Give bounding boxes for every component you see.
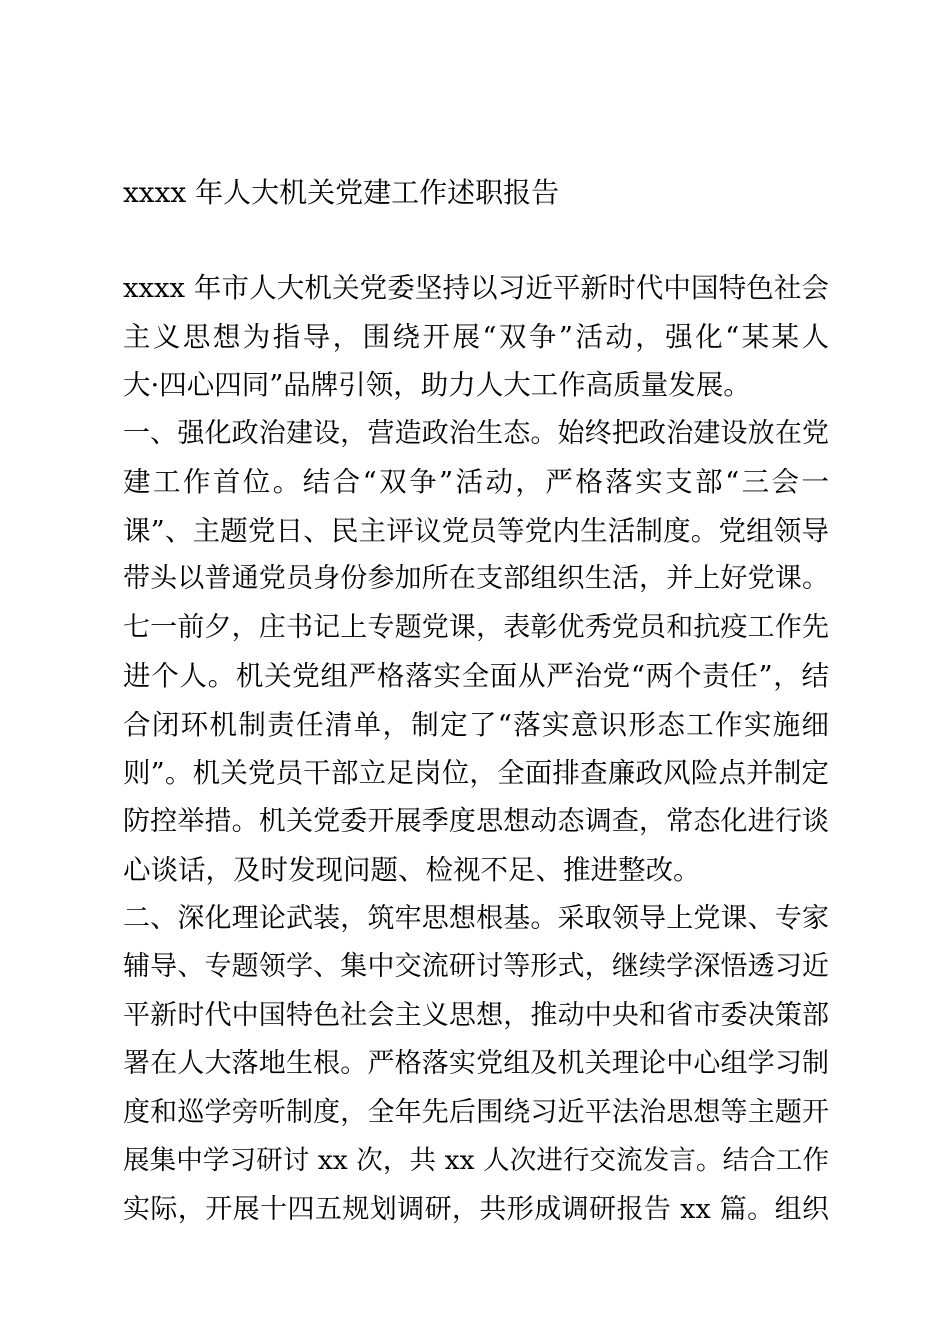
body-line: 大·四心四同”品牌引领，助力人大工作高质量发展。 [123,369,751,401]
body-line: 展集中学习研讨 xx 次，共 xx 人次进行交流发言。结合工作 [123,1145,829,1176]
body-line: 则”。机关党员干部立足岗位，全面排查廉政风险点并制定 [123,757,829,789]
body-line: 一、强化政治建设，营造政治生态。始终把政治建设放在党 [123,417,829,449]
body-line: 进个人。机关党组严格落实全面从严治党“两个责任”，结 [123,660,829,692]
body-line: 实际，开展十四五规划调研，共形成调研报告 xx 篇。组织 [123,1193,829,1225]
body-line: 二、深化理论武装，筑牢思想根基。采取领导上党课、专家 [123,902,829,934]
body-line: 署在人大落地生根。严格落实党组及机关理论中心组学习制 [123,1048,829,1079]
body-line: 带头以普通党员身份参加所在支部组织生活，并上好党课。 [123,563,829,594]
body-line: 心谈话，及时发现问题、检视不足、推进整改。 [123,854,701,886]
body-line: 防控举措。机关党委开展季度思想动态调查，常态化进行谈 [123,805,829,837]
document-title: xxxx 年人大机关党建工作述职报告 [123,176,560,209]
body-line: 度和巡学旁听制度，全年先后围绕习近平法治思想等主题开 [123,1096,829,1128]
body-line: 辅导、专题领学、集中交流研讨等形式，继续学深悟透习近 [123,951,829,982]
body-line: 课”、主题党日、民主评议党员等党内生活制度。党组领导 [123,514,829,547]
document-body [123,264,829,1234]
body-line: 七一前夕，庄书记上专题党课，表彰优秀党员和抗疫工作先 [123,611,829,643]
body-line: 主义思想为指导，围绕开展“双争”活动，强化“某某人 [123,320,829,353]
body-line: 合闭环机制责任清单，制定了“落实意识形态工作实施细 [123,708,829,741]
body-line: 建工作首位。结合“双争”活动，严格落实支部“三会一 [123,466,829,498]
body-line: 平新时代中国特色社会主义思想，推动中央和省市委决策部 [123,999,829,1031]
body-line: xxxx 年市人大机关党委坚持以习近平新时代中国特色社会 [123,272,829,304]
